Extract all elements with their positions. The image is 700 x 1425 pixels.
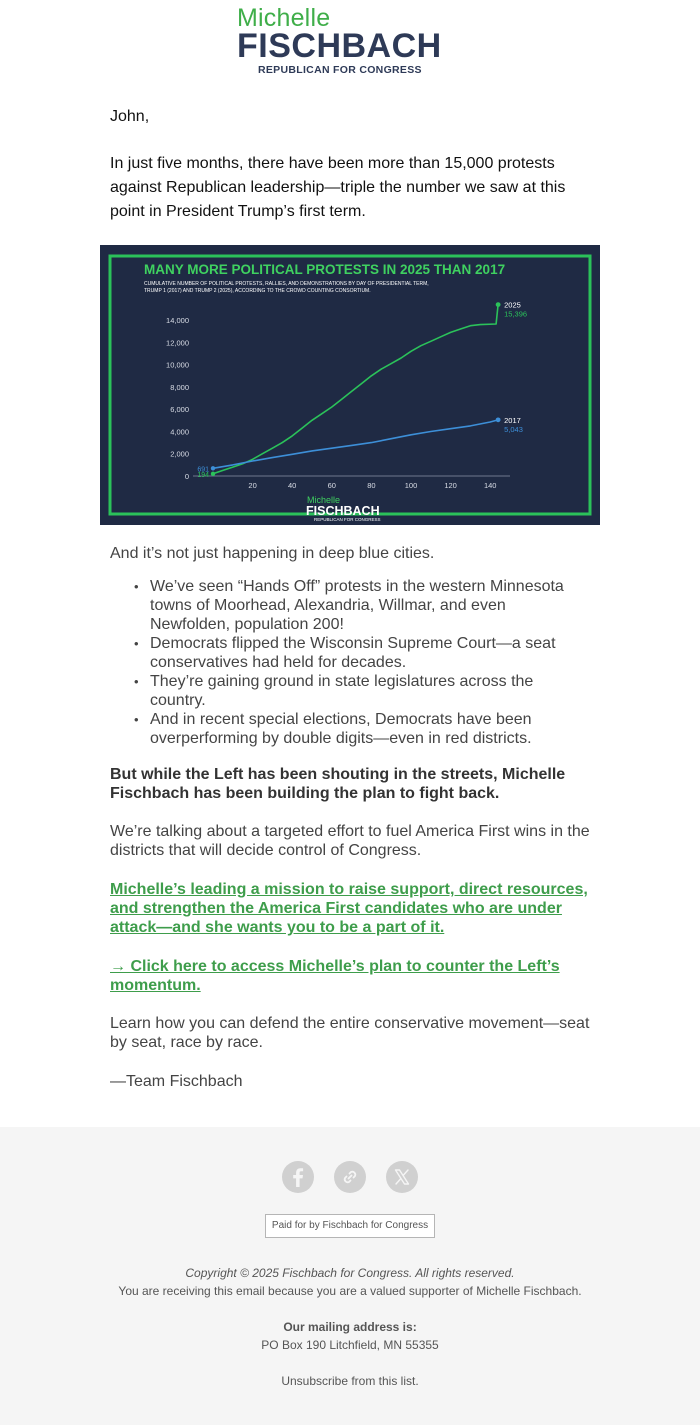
unsubscribe-link[interactable]: Unsubscribe from this list. [281,1374,419,1388]
chart-subtitle-line1: CUMULATIVE NUMBER OF POLITICAL PROTESTS, RALLIES, AND DEMONSTRATIONS BY DAY OF PRESIDENTIAL TERM, [144,281,429,287]
link-icon[interactable] [334,1161,366,1193]
cities-paragraph: And it’s not just happening in deep blue cities. [110,545,435,562]
chart-subtitle-line2: TRUMP 1 (2017) AND TRUMP 2 (2025), ACCORDING TO THE CROWD COUNTING CONSORTIUM. [144,288,371,294]
chart-y-tick-label: 0 [184,472,189,481]
chart-title: MANY MORE POLITICAL PROTESTS IN 2025 THAN 2017 [144,262,506,277]
series-line-2017 [213,420,498,468]
list-item: • They’re gaining ground in state legislatures across the country. [150,672,590,710]
protest-chart-svg [100,245,600,525]
chart-logo-tagline: REPUBLICAN FOR CONGRESS [314,517,381,522]
learn-paragraph: Learn how you can defend the entire conservative movement—seat by seat, race by race. [110,1015,590,1051]
series-start-value-label-2017: 691 [197,466,209,474]
chart-x-tick-label: 80 [367,481,376,490]
chart-x-tick-label: 100 [404,481,418,490]
intro-paragraph: In just five months, there have been more than 15,000 protests against Republican leadership—triple the number we saw at this point in President Trump’s first term. [110,155,566,220]
series-end-point-2017 [496,417,501,422]
chart-y-tick-label: 6,000 [170,405,189,415]
copyright-text: Copyright © 2025 Fischbach for Congress. All rights reserved. [185,1266,515,1280]
chart-y-tick-label: 14,000 [166,316,189,326]
series-end-value-label-2017: 5,043 [504,424,523,434]
chart-logo-last-name: FISCHBACH [306,504,380,518]
series-name-label-2017: 2017 [504,415,521,425]
facebook-icon[interactable] [282,1161,314,1193]
mission-link[interactable]: Michelle’s leading a mission to raise support, direct resources, and strengthen the America First candidates who are under attack—and she wants you to be a part of it. [110,881,588,936]
chart-x-tick-label: 20 [248,481,257,490]
paid-for-disclaimer: Paid for by Fischbach for Congress [265,1214,435,1238]
logo-tagline: REPUBLICAN FOR CONGRESS [258,64,422,76]
fight-back-paragraph: But while the Left has been shouting in the streets, Michelle Fischbach has been building the plan to fight back. [110,766,566,802]
chart-y-tick-label: 2,000 [170,449,189,459]
chart-y-tick-label: 12,000 [166,338,189,348]
chart-lines [211,302,501,476]
logo-first-name: Michelle [237,4,331,32]
series-start-point-2017 [211,466,215,470]
signoff: —Team Fischbach [110,1073,243,1090]
bullet-list [150,577,590,748]
list-item: • Democrats flipped the Wisconsin Supreme Court—a seat conservatives had held for decades. [150,634,590,672]
mailing-address: PO Box 190 Litchfield, MN 55355 [261,1338,439,1352]
mailing-label: Our mailing address is: [283,1320,417,1334]
series-start-point-2025 [211,472,215,476]
chart-logo-first-name: Michelle [307,495,341,505]
logo-last-name: FISCHBACH [237,27,442,65]
chart-y-tick-label: 8,000 [170,382,189,392]
greeting: John, [110,108,150,125]
x-icon[interactable] [386,1161,418,1193]
chart-x-tick-label: 60 [327,481,336,490]
chart-x-tick-label: 140 [483,481,497,490]
series-name-label-2025: 2025 [504,300,521,310]
series-end-value-label-2025: 15,396 [504,309,528,319]
receiving-text: You are receiving this email because you are a valued supporter of Michelle Fischbach. [118,1284,582,1298]
series-start-value-label-2025: 194 [197,471,209,479]
chart-y-tick-label: 10,000 [166,360,189,370]
chart-y-tick-label: 4,000 [170,427,189,437]
list-item: • We’ve seen “Hands Off” protests in the western Minnesota towns of Moorhead, Alexandria, Willmar, and even Newfolden, population 200! [150,577,590,634]
chart-x-tick-label: 40 [288,481,297,490]
chart-x-tick-label: 120 [444,481,457,490]
protest-chart [100,245,600,525]
series-end-point-2025 [496,302,501,307]
chart-labels [197,301,527,479]
plan-link[interactable]: → Click here to access Michelle’s plan to counter the Left’s momentum. [110,958,560,994]
series-line-2025 [213,305,498,474]
list-item: • And in recent special elections, Democrats have been overperforming by double digits—even in red districts. [150,710,590,748]
targeted-paragraph: We’re talking about a targeted effort to fuel America First wins in the districts that will decide control of Congress. [110,823,590,859]
